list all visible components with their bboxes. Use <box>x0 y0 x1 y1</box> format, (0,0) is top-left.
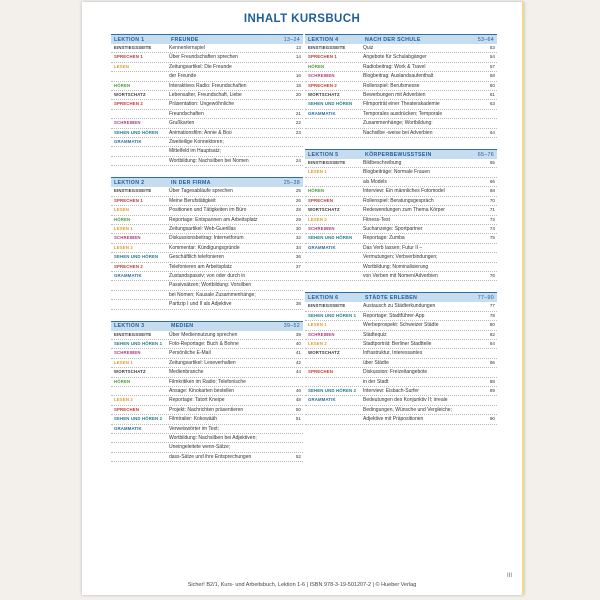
section-category: GRAMMATIK <box>308 397 336 403</box>
section-topic: Suchanzeige: Sportpartner <box>363 225 423 232</box>
section-page: 64 <box>489 129 495 135</box>
section-category: SCHREIBEN <box>114 120 141 126</box>
toc-row <box>111 72 303 81</box>
toc-row <box>305 331 497 340</box>
toc-row <box>305 100 497 109</box>
book-page <box>82 2 524 595</box>
lesson-number: LEKTION 5 <box>308 151 339 158</box>
toc-column-right <box>305 34 497 436</box>
section-category: LESEN 1 <box>114 225 133 231</box>
section-category: EINSTIEGSSEITE <box>114 331 152 337</box>
section-topic: Filmkritiken im Radio; Telefonische <box>169 378 246 385</box>
section-topic: Bewerbungen mit Adverbien <box>363 92 426 99</box>
toc-row <box>111 434 303 443</box>
toc-row <box>111 91 303 100</box>
section-topic: Uneingeleitete wenn-Sätze; <box>169 444 231 451</box>
section-page: 40 <box>295 340 301 346</box>
section-page: 74 <box>489 225 495 231</box>
section-page: 77 <box>489 303 495 309</box>
section-page: 82 <box>489 331 495 337</box>
section-topic: Rollenspiel: Berufsmesse <box>363 82 420 89</box>
section-category: HÖREN <box>114 216 131 222</box>
toc-row <box>305 63 497 72</box>
section-topic: Ansage: Kinokarten bestellen <box>169 388 235 394</box>
lesson-page-range: 65–76 <box>477 151 494 158</box>
section-topic: Passivsätzen; Wortbildung: Vorsilben <box>169 282 252 289</box>
section-page: 34 <box>295 244 301 250</box>
section-topic: Blogbeitrag: Auslandsaufenthalt <box>363 73 434 80</box>
section-category: SEHEN UND HÖREN <box>308 235 353 241</box>
toc-row <box>305 312 497 321</box>
lesson-title: NACH DER SCHULE <box>365 36 421 43</box>
toc-row <box>111 53 303 62</box>
section-category: LESEN 2 <box>308 216 327 222</box>
lesson-title: MEDIEN <box>171 323 194 330</box>
toc-row <box>111 100 303 109</box>
section-category: SPRECHEN <box>308 197 334 203</box>
section-page: 54 <box>489 54 495 60</box>
toc-row <box>305 206 497 215</box>
section-category: HÖREN <box>308 188 325 194</box>
section-topic: der Freunde <box>169 73 197 80</box>
toc-row <box>305 340 497 349</box>
toc-row <box>305 406 497 415</box>
toc-row <box>111 281 303 290</box>
section-category: SEHEN UND HÖREN 1 <box>114 340 163 346</box>
section-page: 70 <box>489 197 495 203</box>
section-topic: Geschäftlich telefonieren <box>169 254 225 261</box>
toc-row <box>305 197 497 206</box>
toc-row <box>111 359 303 368</box>
toc-row <box>111 244 303 253</box>
section-category: GRAMMATIK <box>114 425 142 431</box>
section-page: 20 <box>295 92 301 98</box>
section-topic: Interaktives Radio: Freundschaften <box>169 82 247 89</box>
toc-row <box>111 138 303 147</box>
section-topic: Quiz <box>363 45 374 51</box>
section-category: GRAMMATIK <box>114 139 142 145</box>
section-category: LESEN 2 <box>114 397 133 403</box>
section-category: GRAMMATIK <box>308 244 336 250</box>
section-page: 23 <box>295 129 301 135</box>
toc-row <box>305 91 497 100</box>
section-page: 28 <box>295 207 301 213</box>
section-topic: Reportage: Entspannen am Arbeitsplatz <box>169 216 258 223</box>
toc-row <box>305 44 497 53</box>
toc-row <box>111 197 303 206</box>
toc-row <box>111 406 303 415</box>
toc-row <box>111 340 303 349</box>
toc-row <box>305 359 497 368</box>
section-category: WORTSCHATZ <box>114 92 146 98</box>
lesson-number: LEKTION 1 <box>114 36 145 43</box>
section-topic: Rollenspiel: Beratungsgespräch <box>363 197 434 204</box>
section-category: LESEN 2 <box>114 244 133 250</box>
toc-row <box>111 234 303 243</box>
section-category: LESEN 1 <box>308 169 327 175</box>
section-topic: Blogbeiträge: Normale Frauen <box>363 169 430 176</box>
section-page: 25 <box>295 188 301 194</box>
section-category: WORTSCHATZ <box>114 369 146 375</box>
section-category: SCHREIBEN <box>114 350 141 356</box>
section-category: LESEN <box>114 63 130 69</box>
section-category: SPRECHEN 2 <box>308 82 337 88</box>
section-topic: Animationsfilm: Annie & Boo <box>169 129 232 136</box>
section-category: WORTSCHATZ <box>308 350 340 356</box>
section-page: 52 <box>295 453 301 459</box>
section-page: 76 <box>489 272 495 278</box>
section-topic: Mittelfeld im Hauptsatz; <box>169 148 221 155</box>
section-page: 29 <box>295 216 301 222</box>
lesson-page-range: 39–52 <box>283 323 300 330</box>
section-category: EINSTIEGSSEITE <box>308 303 346 309</box>
section-topic: von Verben mit Nomen/Adverbien <box>363 272 438 279</box>
toc-row <box>305 72 497 81</box>
section-category: EINSTIEGSSEITE <box>308 45 346 50</box>
section-page: 58 <box>489 73 495 79</box>
lesson-number: LEKTION 4 <box>308 36 339 43</box>
section-topic: Wortbildung: Nachsilben bei Adjektiven; <box>169 435 257 442</box>
section-page: 48 <box>295 397 301 403</box>
page-title: INHALT KURSBUCH <box>243 13 361 25</box>
lesson-page-range: 13–24 <box>283 36 300 43</box>
lesson-header <box>305 34 497 44</box>
lesson-header <box>111 177 303 187</box>
section-page: 84 <box>489 340 495 346</box>
section-page: 53 <box>489 45 495 50</box>
lesson-block <box>305 149 497 281</box>
page-footer: Sicher! B2/1, Kurs- und Arbeitsbuch, Lektion 1-6 | ISBN 978-3-19-501207-2 | © Hueber Verlag <box>187 582 417 588</box>
section-topic: Angebote für Schulabgänger <box>363 54 427 61</box>
toc-row <box>305 349 497 358</box>
toc-row <box>305 387 497 396</box>
section-category: SEHEN UND HÖREN <box>114 254 159 260</box>
section-page: 21 <box>295 110 301 116</box>
toc-row <box>305 178 497 187</box>
toc-row <box>111 63 303 72</box>
section-category: WORTSCHATZ <box>308 207 340 213</box>
lesson-title: FREUNDE <box>171 36 199 43</box>
lesson-block <box>111 321 303 463</box>
section-topic: Persönliche E-Mail <box>169 350 211 357</box>
toc-row <box>111 387 303 396</box>
section-page: 80 <box>489 322 495 328</box>
lesson-header <box>305 149 497 159</box>
section-topic: Partizip I und II als Adjektive <box>169 301 232 308</box>
lesson-number: LEKTION 6 <box>308 294 339 301</box>
toc-row <box>111 263 303 272</box>
toc-row <box>305 244 497 253</box>
toc-row <box>111 216 303 225</box>
toc-row <box>111 368 303 377</box>
lesson-block <box>305 34 497 138</box>
section-page: 44 <box>295 369 301 375</box>
section-category: SEHEN UND HÖREN <box>114 129 159 135</box>
lesson-page-range: 25–38 <box>283 179 300 186</box>
section-page: 51 <box>295 416 301 422</box>
section-topic: Radiobeitrag: Work & Travel <box>363 63 426 70</box>
section-page: 18 <box>295 82 301 88</box>
section-page: 22 <box>295 120 301 126</box>
section-page: 71 <box>489 207 495 213</box>
section-category: EINSTIEGSSEITE <box>114 45 152 50</box>
section-topic: Zusammenhänge; Wortbildung: <box>363 120 433 127</box>
section-topic: Städtequiz <box>363 331 387 338</box>
toc-row <box>111 44 303 53</box>
section-topic: Wortbildung: Nachsilben bei Nomen <box>169 157 249 164</box>
toc-row <box>111 300 303 309</box>
toc-row <box>305 187 497 196</box>
section-category: SEHEN UND HÖREN 2 <box>308 388 357 393</box>
toc-row <box>111 206 303 215</box>
section-topic: in der Stadt <box>363 378 389 385</box>
section-topic: Filmtrailer: Kokowääh <box>169 416 218 423</box>
section-topic: Medienbranche <box>169 369 204 376</box>
toc-row <box>305 119 497 128</box>
section-category: HÖREN <box>114 378 131 384</box>
section-topic: Zeitungsartikel: Leseverhalten <box>169 359 236 366</box>
section-topic: bei Nomen; Kausale Zusammenhänge; <box>169 291 256 298</box>
section-category: SCHREIBEN <box>308 225 335 231</box>
section-topic: Stadtporträt: Berliner Stadtteile <box>363 340 432 347</box>
section-category: HÖREN <box>114 82 131 88</box>
section-category: SPRECHEN 1 <box>114 197 143 203</box>
toc-row <box>305 110 497 119</box>
section-topic: Grußkarten <box>169 120 195 127</box>
toc-row <box>305 263 497 272</box>
section-page: 88 <box>489 378 495 384</box>
section-topic: Bildbeschreibung <box>363 160 402 167</box>
toc-row <box>111 331 303 340</box>
section-category: LESEN <box>114 207 130 213</box>
section-category: SCHREIBEN <box>114 235 141 241</box>
toc-row <box>111 349 303 358</box>
section-category: SPRECHEN 2 <box>114 101 143 107</box>
toc-row <box>305 321 497 330</box>
section-page: 63 <box>489 101 495 107</box>
lesson-page-range: 77–90 <box>477 294 494 301</box>
section-category: HÖREN <box>308 63 325 69</box>
section-category: EINSTIEGSSEITE <box>308 160 346 166</box>
section-topic: Reportage: Zumba <box>363 235 405 242</box>
section-topic: Über Mediennutzung sprechen <box>169 331 238 338</box>
section-topic: Wortbildung: Nominalisierung <box>363 263 429 270</box>
toc-row <box>111 157 303 166</box>
section-category: LESEN 2 <box>308 340 327 346</box>
toc-row <box>111 443 303 452</box>
toc-row <box>305 234 497 243</box>
lesson-header <box>111 34 303 44</box>
section-page: 37 <box>295 263 301 269</box>
section-topic: Zeitungsartikel: Die Freunde <box>169 63 232 70</box>
section-page: 65 <box>489 160 495 166</box>
toc-row <box>111 110 303 119</box>
lesson-number: LEKTION 3 <box>114 323 145 330</box>
section-page: 72 <box>489 216 495 222</box>
section-page: 36 <box>295 254 301 260</box>
section-page: 86 <box>489 359 495 365</box>
section-page: 89 <box>489 388 495 393</box>
lesson-block <box>111 34 303 166</box>
section-page: 61 <box>489 92 495 98</box>
section-page: 24 <box>295 157 301 163</box>
section-page: 60 <box>489 82 495 88</box>
toc-row <box>305 168 497 177</box>
lesson-header <box>111 321 303 331</box>
section-category: SCHREIBEN <box>308 331 335 337</box>
section-page: 75 <box>489 235 495 241</box>
section-category: GRAMMATIK <box>114 272 142 278</box>
section-topic: Das Verb lassen; Futur II – <box>363 244 423 251</box>
section-category: SPRECHEN <box>308 369 334 375</box>
section-topic: Nachsilbe -weise bei Adverbien <box>363 129 433 136</box>
lesson-header <box>305 292 497 302</box>
section-category: SEHEN UND HÖREN 2 <box>114 416 163 422</box>
section-topic: Lebensalter, Freundschaft, Liebe <box>169 92 242 99</box>
section-category: SPRECHEN 1 <box>114 54 143 60</box>
section-page: 26 <box>295 197 301 203</box>
section-category: WORTSCHATZ <box>308 92 340 98</box>
section-topic: Werbeprospekt: Schweizer Städte <box>363 322 439 329</box>
section-page: 39 <box>295 331 301 337</box>
toc-row <box>111 272 303 281</box>
section-category: SPRECHEN 1 <box>308 54 337 60</box>
toc-row <box>305 53 497 62</box>
section-page: 50 <box>295 406 301 412</box>
toc-row <box>111 453 303 462</box>
section-topic: Meine Berufstätigkeit <box>169 197 216 204</box>
section-topic: Bedingungen, Wünsche und Vergleiche; <box>363 406 452 413</box>
section-topic: Reportage: Stadtführer-App <box>363 312 425 319</box>
toc-row <box>305 272 497 281</box>
section-page: 30 <box>295 225 301 231</box>
toc-row <box>111 225 303 234</box>
section-page: 68 <box>489 188 495 194</box>
section-topic: Redewendungen zum Thema Körper <box>363 207 445 214</box>
section-topic: Foto-Reportage: Buch & Bohne <box>169 340 239 347</box>
section-category: SPRECHEN 2 <box>114 263 143 269</box>
toc-row <box>305 129 497 138</box>
page-number: III <box>506 573 512 579</box>
section-topic: Adjektive mit Präpositionen <box>363 416 424 423</box>
section-topic: Filmporträt einer Theaterakademie <box>363 101 440 108</box>
section-page: 57 <box>489 63 495 69</box>
section-topic: Verweiswörter im Text; <box>169 425 219 432</box>
section-topic: Austausch zu Städterkundungen <box>363 303 436 310</box>
section-page: 78 <box>489 312 495 318</box>
toc-row <box>305 396 497 405</box>
section-topic: Projekt: Nachrichten präsentieren <box>169 406 244 413</box>
toc-row <box>111 253 303 262</box>
lesson-title: STÄDTE ERLEBEN <box>365 294 418 301</box>
section-page: 38 <box>295 301 301 307</box>
section-topic: Diskussion: Freizeitangebote <box>363 369 428 376</box>
toc-row <box>111 119 303 128</box>
lesson-number: LEKTION 2 <box>114 179 145 186</box>
toc-row <box>305 225 497 234</box>
lesson-title: IN DER FIRMA <box>171 179 211 186</box>
toc-row <box>111 129 303 138</box>
toc-column-left <box>111 34 303 473</box>
toc-row <box>111 147 303 156</box>
toc-row <box>305 378 497 387</box>
section-category: SCHREIBEN <box>308 73 335 79</box>
section-topic: Zustandspassiv; von oder durch in <box>169 272 246 279</box>
section-page: 32 <box>295 235 301 241</box>
section-topic: als Models <box>363 178 387 185</box>
section-topic: Diskussionsbeitrag: Internetforum <box>169 235 244 242</box>
toc-row <box>305 253 497 262</box>
section-category: EINSTIEGSSEITE <box>114 188 152 194</box>
section-topic: über Städte <box>363 359 389 366</box>
section-page: 14 <box>295 54 301 60</box>
section-topic: Infrastruktur, Interessantes <box>363 350 423 357</box>
section-topic: Interview: Ein männliches Fotomodel <box>363 188 445 195</box>
section-topic: Über Tagesabläufe sprechen <box>169 188 233 195</box>
section-topic: Fitness-Test <box>363 216 390 223</box>
toc-row <box>111 82 303 91</box>
section-category: SEHEN UND HÖREN <box>308 101 353 107</box>
lesson-block <box>305 292 497 424</box>
toc-row <box>111 425 303 434</box>
section-topic: Freundschaften <box>169 110 204 117</box>
toc-row <box>111 396 303 405</box>
toc-row <box>305 159 497 168</box>
toc-row <box>305 82 497 91</box>
toc-row <box>305 302 497 311</box>
section-category: LESEN 1 <box>114 359 133 365</box>
toc-row <box>111 378 303 387</box>
section-topic: Präsentation: Ungewöhnliche <box>169 101 235 108</box>
section-topic: Positionen und Tätigkeiten im Büro <box>169 207 247 214</box>
toc-row <box>111 291 303 300</box>
section-category: LESEN 1 <box>308 322 327 328</box>
toc-row <box>111 187 303 196</box>
toc-row <box>305 216 497 225</box>
section-page: 16 <box>295 73 301 79</box>
section-topic: Kommentar: Kündigungsgründe <box>169 244 240 251</box>
section-topic: Bedeutungen des Konjunktiv II; irreale <box>363 397 448 404</box>
section-page: 42 <box>295 359 301 365</box>
section-page: 13 <box>295 45 301 50</box>
section-topic: Interview: Eisbach-Surfer <box>363 388 419 394</box>
section-page: 90 <box>489 416 495 422</box>
section-topic: Zeitungsartikel: Web-Guerillas <box>169 225 236 232</box>
section-category: SEHEN UND HÖREN 1 <box>308 312 357 318</box>
section-topic: Zweiteilige Konnektoren; <box>169 139 224 146</box>
toc-row <box>305 415 497 424</box>
section-page: 46 <box>295 388 301 393</box>
lesson-block <box>111 177 303 309</box>
lesson-title: KÖRPERBEWUSSTSEIN <box>365 151 432 158</box>
toc-row <box>305 368 497 377</box>
section-topic: Vermutungen; Verbverbindungen; <box>363 254 438 261</box>
section-topic: Reportage: Tatort Kneipe <box>169 397 225 404</box>
section-topic: Temporales ausdrücken; Temporale <box>363 110 443 117</box>
section-topic: Über Freundschaften sprechen <box>169 54 238 61</box>
toc-row <box>111 415 303 424</box>
section-category: GRAMMATIK <box>308 110 336 116</box>
section-page: 66 <box>489 178 495 184</box>
lesson-page-range: 53–64 <box>477 36 494 43</box>
section-topic: dass-Sätze und ihre Entsprechungen <box>169 453 252 460</box>
section-topic: Telefonieren am Arbeitsplatz <box>169 263 232 270</box>
section-category: SPRECHEN <box>114 406 140 412</box>
section-topic: Kennenlernspiel <box>169 45 205 51</box>
section-page: 41 <box>295 350 301 356</box>
